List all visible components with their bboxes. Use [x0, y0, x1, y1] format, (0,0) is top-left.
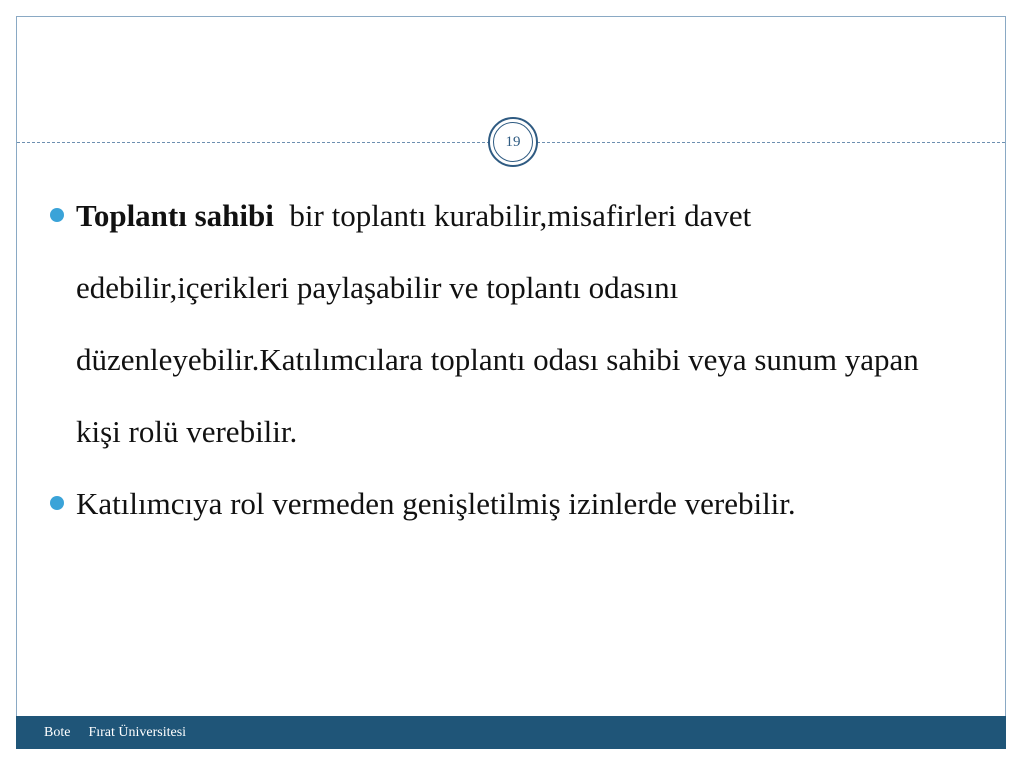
footer-right-label: Fırat Üniversitesi — [88, 724, 187, 740]
bullet-icon — [50, 208, 64, 222]
footer-bar — [16, 716, 1006, 749]
bullet-icon — [50, 496, 64, 510]
page-number-badge — [488, 117, 538, 167]
bullet-bold-term: Toplantı sahibi — [76, 198, 274, 233]
bullet-item — [48, 468, 948, 540]
page-number: 19 — [493, 122, 533, 162]
footer-text — [44, 725, 186, 741]
bullet-text: bir toplantı kurabilir,misafirleri davet edebilir,içerikleri paylaşabilir ve toplantı odasını düzenleyebilir.Katılımcılara toplantı odası sahibi veya sunum yapan kişi rolü verebilir. — [76, 198, 927, 449]
bullet-text: Katılımcıya rol vermeden genişletilmiş izinlerde verebilir. — [76, 486, 796, 521]
footer-left-label: Bote — [44, 724, 71, 740]
slide-content — [48, 180, 948, 540]
bullet-item — [48, 180, 948, 468]
